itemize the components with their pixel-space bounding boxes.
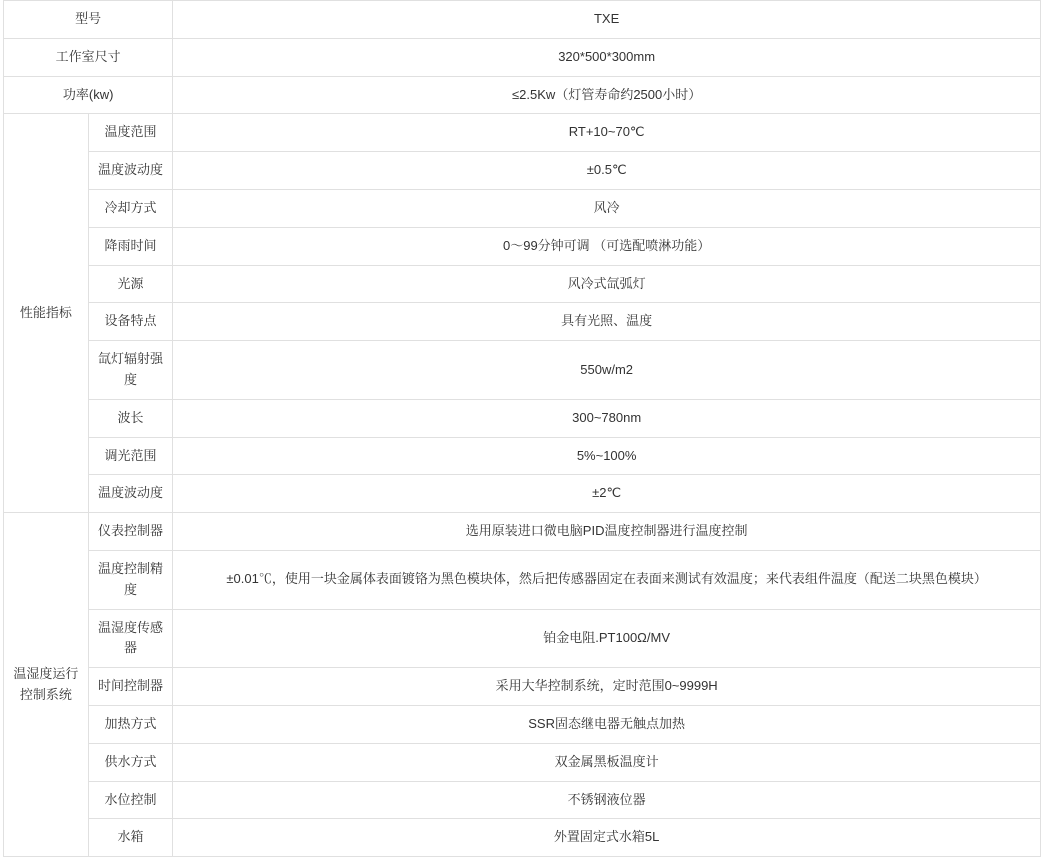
spec-value: 风冷	[173, 189, 1041, 227]
spec-value: 双金属黑板温度计	[173, 743, 1041, 781]
spec-label: 加热方式	[88, 705, 173, 743]
spec-value: 风冷式氙弧灯	[173, 265, 1041, 303]
table-row	[4, 152, 1041, 190]
spec-label: 波长	[88, 399, 173, 437]
spec-label: 调光范围	[88, 437, 173, 475]
spec-label: 温度波动度	[88, 475, 173, 513]
spec-value: ±0.5℃	[173, 152, 1041, 190]
spec-label: 供水方式	[88, 743, 173, 781]
spec-value: ≤2.5Kw（灯管寿命约2500小时）	[173, 76, 1041, 114]
group-label-performance: 性能指标	[4, 114, 89, 513]
spec-label: 功率(kw)	[4, 76, 173, 114]
table-row	[4, 705, 1041, 743]
spec-value: 选用原装进口微电脑PID温度控制器进行温度控制	[173, 513, 1041, 551]
table-row	[4, 1, 1041, 39]
spec-value: ±2℃	[173, 475, 1041, 513]
table-row	[4, 550, 1041, 609]
spec-value: 320*500*300mm	[173, 38, 1041, 76]
spec-value: TXE	[173, 1, 1041, 39]
table-row	[4, 76, 1041, 114]
spec-value: 不锈钢液位器	[173, 781, 1041, 819]
table-row	[4, 437, 1041, 475]
table-row	[4, 781, 1041, 819]
spec-value: 550w/m2	[173, 341, 1041, 400]
table-row	[4, 743, 1041, 781]
spec-value: 铂金电阻.PT100Ω/MV	[173, 609, 1041, 668]
table-row	[4, 189, 1041, 227]
table-row	[4, 475, 1041, 513]
spec-value: SSR固态继电器无触点加热	[173, 705, 1041, 743]
spec-value: RT+10~70℃	[173, 114, 1041, 152]
spec-label: 温度控制精度	[88, 550, 173, 609]
table-row	[4, 227, 1041, 265]
spec-label: 型号	[4, 1, 173, 39]
spec-label: 工作室尺寸	[4, 38, 173, 76]
spec-label: 仪表控制器	[88, 513, 173, 551]
spec-value: 0～99分钟可调 （可选配喷淋功能）	[173, 227, 1041, 265]
table-row	[4, 38, 1041, 76]
spec-value: 采用大华控制系统，定时范围0~9999H	[173, 668, 1041, 706]
spec-value: ±0.01℃，使用一块金属体表面镀铬为黑色模块体，然后把传感器固定在表面来测试有效温度；来代表组件温度（配送二块黑色模块）	[173, 550, 1041, 609]
table-row	[4, 819, 1041, 857]
group-label-temp-humidity-control: 温湿度运行控制系统	[4, 513, 89, 857]
spec-label: 水箱	[88, 819, 173, 857]
table-row	[4, 668, 1041, 706]
spec-label: 设备特点	[88, 303, 173, 341]
table-row	[4, 303, 1041, 341]
spec-value: 5%~100%	[173, 437, 1041, 475]
spec-label: 时间控制器	[88, 668, 173, 706]
spec-value: 外置固定式水箱5L	[173, 819, 1041, 857]
spec-label: 水位控制	[88, 781, 173, 819]
spec-label: 降雨时间	[88, 227, 173, 265]
spec-label: 冷却方式	[88, 189, 173, 227]
spec-value: 300~780nm	[173, 399, 1041, 437]
table-row	[4, 114, 1041, 152]
table-row	[4, 399, 1041, 437]
table-row	[4, 609, 1041, 668]
table-row	[4, 513, 1041, 551]
specification-table	[3, 0, 1041, 857]
spec-value: 具有光照、温度	[173, 303, 1041, 341]
table-row	[4, 265, 1041, 303]
spec-label: 温湿度传感器	[88, 609, 173, 668]
table-body	[4, 1, 1041, 857]
spec-label: 温度波动度	[88, 152, 173, 190]
spec-label: 温度范围	[88, 114, 173, 152]
spec-label: 光源	[88, 265, 173, 303]
spec-label: 氙灯辐射强度	[88, 341, 173, 400]
table-row	[4, 341, 1041, 400]
